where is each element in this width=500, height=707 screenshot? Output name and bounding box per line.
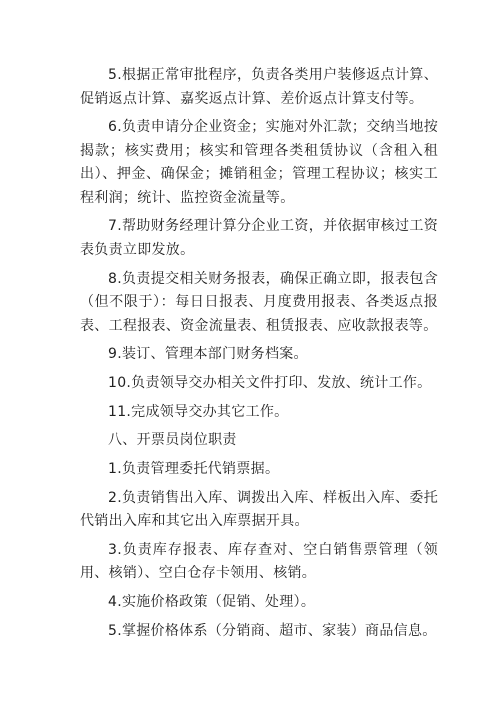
paragraph-item-4-pricing: 4.实施价格政策（促销、处理）。 xyxy=(108,594,316,611)
paragraph-item-8-reports: 8.负责提交相关财务报表，确保正确立即，报表包含（但不限于）：每日日报表、月度费用报表、各类返点报表、工程报表、资金流量表、租赁报表、应收款报表等。 xyxy=(80,270,438,334)
paragraph-item-7-salary: 7.帮助财务经理计算分企业工资，并依据审核过工资表负责立即发放。 xyxy=(80,218,438,258)
paragraph-item-9-archives: 9.装订、管理本部门财务档案。 xyxy=(108,346,308,363)
paragraph-item-10-documents: 10.负责领导交办相关文件打印、发放、统计工作。 xyxy=(108,374,432,391)
section-heading-invoicing-clerk: 八、开票员岗位职责 xyxy=(108,432,237,449)
paragraph-item-3-inventory: 3.负责库存报表、库存查对、空白销售票管理（领用、核销）、空白仓存卡领用、核销。 xyxy=(80,541,438,582)
paragraph-item-5-rebate: 5.根据正常审批程序，负责各类用户装修返点计算、促销返点计算、嘉奖返点计算、差价返点计算支付等。 xyxy=(80,67,438,107)
document-body xyxy=(80,64,438,648)
paragraph-item-2-warehouse: 2.负责销售出入库、调拨出入库、样板出入库、委托代销出入库和其它出入库票据开具。 xyxy=(80,489,438,530)
paragraph-item-6-funds: 6.负责申请分企业资金；实施对外汇款；交纳当地按揭款；核实费用；核实和管理各类租赁协议（含租入租出）、押金、确保金；摊销租金；管理工程协议；核实工程利润；统计、监控资金流量等。 xyxy=(80,119,438,206)
paragraph-item-5-price-system: 5.掌握价格体系（分销商、超市、家装）商品信息。 xyxy=(108,622,437,639)
paragraph-item-11-other: 11.完成领导交办其它工作。 xyxy=(108,403,289,420)
paragraph-item-1-consignment: 1.负责管理委托代销票据。 xyxy=(108,461,280,477)
